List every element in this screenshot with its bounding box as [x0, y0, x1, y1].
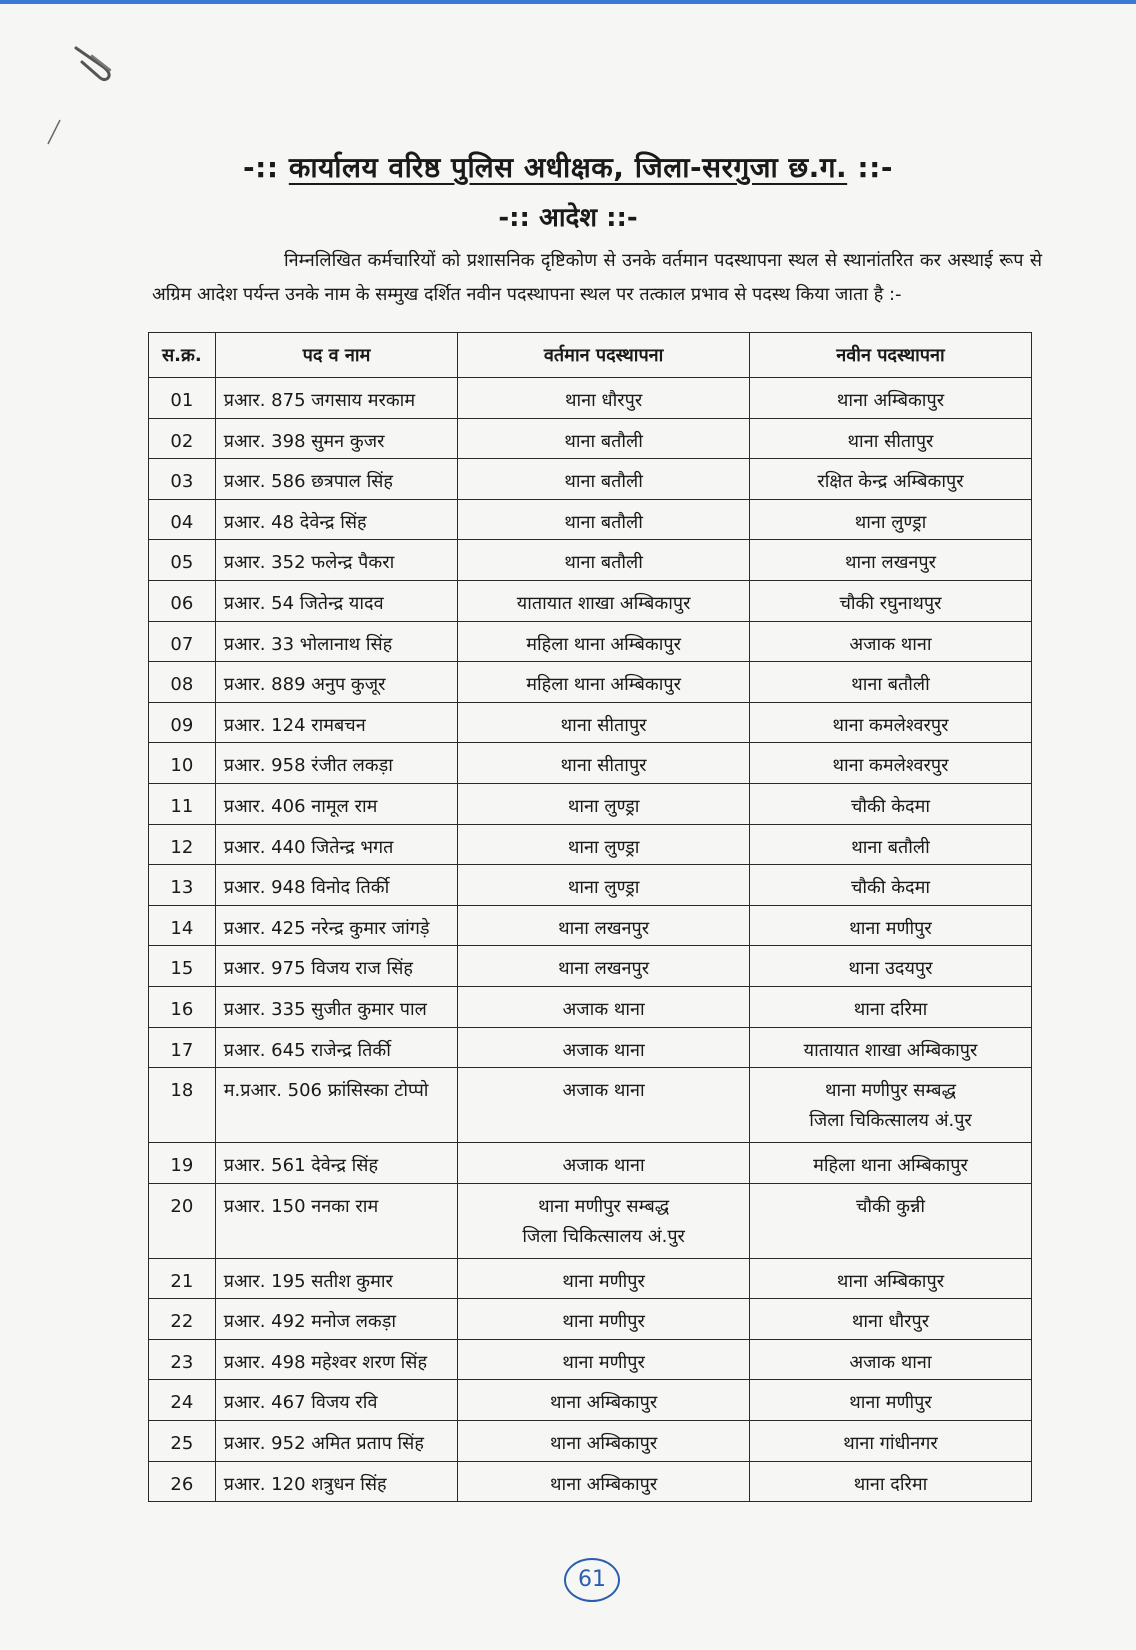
table-row [149, 1421, 1032, 1462]
cell-serial-text: 17 [170, 1039, 194, 1061]
cell-name [215, 1461, 458, 1502]
cell-current-posting [458, 1068, 750, 1143]
cell-name-text: प्रआर. 425 नरेन्द्र कुमार जांगड़े [223, 917, 430, 939]
office-title [0, 148, 1136, 186]
cell-serial [149, 1143, 216, 1184]
cell-name-text: प्रआर. 958 रंजीत लकड़ा [223, 755, 393, 777]
cell-name-text: प्रआर. 875 जगसाय मरकाम [223, 390, 416, 411]
cell-name [215, 418, 458, 459]
table-row [149, 540, 1032, 581]
table-row [149, 418, 1032, 459]
table-row [149, 1339, 1032, 1380]
cell-current-posting [458, 1461, 750, 1502]
cell-serial [149, 905, 216, 946]
table-row [149, 865, 1032, 906]
cell-serial-text: 19 [170, 1155, 194, 1177]
cell-current-posting [458, 702, 750, 743]
cell-current-posting [458, 459, 750, 500]
cell-current-posting [458, 865, 750, 906]
table-row [149, 702, 1032, 743]
cell-current-posting [458, 378, 750, 419]
cell-serial [149, 1461, 216, 1502]
cell-name-text: प्रआर. 975 विजय राज सिंह [223, 958, 413, 980]
cell-new-posting-text: चौकी रघुनाथपुर [839, 592, 942, 614]
cell-current-posting [458, 1027, 750, 1068]
cell-new-posting [749, 378, 1031, 419]
cell-serial-text: 09 [170, 714, 194, 736]
cell-current-posting [458, 662, 750, 703]
cell-serial-text: 25 [170, 1433, 194, 1455]
cell-current-posting [458, 1258, 750, 1299]
cell-current-posting [458, 1143, 750, 1184]
cell-serial [149, 1380, 216, 1421]
cell-new-posting [749, 1143, 1031, 1184]
cell-name-text: प्रआर. 406 नामूल राम [223, 795, 378, 817]
cell-name-text: प्रआर. 440 जितेन्द्र भगत [223, 836, 394, 858]
cell-current-posting-text: थाना बतौली [564, 471, 643, 493]
cell-serial [149, 1027, 216, 1068]
cell-serial [149, 1421, 216, 1462]
cell-serial-text: 12 [170, 836, 194, 858]
cell-new-posting-text: थाना दरिमा [853, 1473, 928, 1495]
cell-new-posting [749, 418, 1031, 459]
cell-serial-text: 22 [170, 1311, 194, 1333]
cell-name-text: प्रआर. 150 ननका राम [223, 1195, 379, 1217]
cell-serial-text: 14 [170, 917, 194, 939]
intro-text: निम्नलिखित कर्मचारियों को प्रशासनिक दृष्टिकोण से उनके वर्तमान पदस्थापना स्थल से स्थानांतरित कर अस्थाई रूप से अग्रिम आदेश पर्यन्त उनके नाम के सम्मुख दर्शित नवीन पदस्थापना स्थल पर तत्काल प्रभाव से पदस्थ किया जाता है :- [152, 250, 1042, 305]
cell-current-posting [458, 1183, 750, 1258]
cell-new-posting-text: चौकी कुन्नी [855, 1195, 926, 1217]
cell-name [215, 1299, 458, 1340]
cell-serial-text: 05 [170, 552, 194, 574]
cell-new-posting [749, 1380, 1031, 1421]
cell-serial-text: 16 [170, 998, 194, 1020]
cell-serial [149, 824, 216, 865]
cell-current-posting-text: महिला थाना अम्बिकापुर [526, 633, 681, 655]
cell-current-posting-text: थाना लखनपुर [558, 958, 650, 980]
cell-current-posting [458, 580, 750, 621]
cell-name-text: म.प्रआर. 506 फ्रांसिस्का टोप्पो [223, 1080, 429, 1102]
cell-name-text: प्रआर. 498 महेश्वर शरण सिंह [223, 1351, 428, 1373]
cell-current-posting-text: महिला थाना अम्बिकापुर [526, 674, 681, 696]
cell-serial-text: 21 [170, 1270, 194, 1292]
cell-serial-text: 08 [170, 674, 194, 696]
cell-serial-text: 02 [170, 430, 194, 452]
cell-new-posting [749, 1183, 1031, 1258]
cell-new-posting-text: चौकी केदमा [850, 877, 931, 899]
cell-name [215, 1380, 458, 1421]
cell-new-posting-text: थाना मणीपुर सम्बद्ध जिला चिकित्सालय अं.पुर [809, 1080, 972, 1132]
cell-serial [149, 1258, 216, 1299]
cell-name-text: प्रआर. 54 जितेन्द्र यादव [223, 592, 384, 614]
table-row [149, 378, 1032, 419]
intro-paragraph [152, 244, 1042, 312]
table-row [149, 905, 1032, 946]
cell-current-posting-text: यातायात शाखा अम्बिकापुर [516, 592, 691, 614]
cell-name-text: प्रआर. 48 देवेन्द्र सिंह [223, 511, 367, 533]
cell-serial-text: 04 [170, 511, 194, 533]
cell-serial [149, 1068, 216, 1143]
cell-new-posting [749, 1027, 1031, 1068]
cell-name [215, 580, 458, 621]
cell-current-posting [458, 824, 750, 865]
cell-name-text: प्रआर. 124 रामबचन [223, 714, 366, 736]
cell-name [215, 499, 458, 540]
cell-serial [149, 499, 216, 540]
cell-serial [149, 865, 216, 906]
cell-current-posting-text: थाना मणीपुर [562, 1351, 645, 1373]
cell-current-posting [458, 499, 750, 540]
cell-current-posting-text: अजाक थाना [562, 1039, 645, 1061]
cell-name [215, 743, 458, 784]
cell-new-posting-text: थाना सीतापुर [847, 430, 934, 452]
cell-name [215, 986, 458, 1027]
cell-current-posting [458, 1380, 750, 1421]
cell-new-posting-text: थाना मणीपुर [849, 917, 932, 939]
cell-serial [149, 1183, 216, 1258]
cell-new-posting-text: थाना बतौली [851, 836, 930, 858]
cell-name [215, 1421, 458, 1462]
cell-new-posting [749, 621, 1031, 662]
cell-name [215, 1183, 458, 1258]
table-row [149, 662, 1032, 703]
cell-serial-text: 01 [170, 390, 194, 411]
cell-serial [149, 418, 216, 459]
cell-current-posting-text: थाना मणीपुर सम्बद्ध जिला चिकित्सालय अं.पुर [522, 1195, 685, 1247]
table-row [149, 1461, 1032, 1502]
cell-name [215, 783, 458, 824]
cell-serial-text: 23 [170, 1351, 194, 1373]
cell-current-posting-text: थाना बतौली [564, 552, 643, 574]
cell-new-posting [749, 865, 1031, 906]
cell-name [215, 1339, 458, 1380]
cell-name [215, 621, 458, 662]
cell-serial [149, 946, 216, 987]
cell-serial-text: 10 [170, 755, 194, 777]
cell-serial [149, 662, 216, 703]
cell-name [215, 905, 458, 946]
cell-current-posting [458, 1339, 750, 1380]
cell-serial [149, 580, 216, 621]
cell-current-posting [458, 540, 750, 581]
cell-current-posting-text: थाना बतौली [564, 430, 643, 452]
table-row [149, 621, 1032, 662]
page-number: 61 [564, 1558, 620, 1602]
cell-new-posting-text: महिला थाना अम्बिकापुर [813, 1155, 968, 1177]
order-title: -:: आदेश ::- [498, 203, 638, 233]
cell-name [215, 702, 458, 743]
cell-name [215, 662, 458, 703]
cell-new-posting-text: थाना कमलेश्वरपुर [832, 714, 949, 736]
cell-name-text: प्रआर. 952 अमित प्रताप सिंह [223, 1433, 424, 1455]
cell-serial [149, 1339, 216, 1380]
cell-name-text: प्रआर. 889 अनुप कुजूर [223, 674, 386, 696]
cell-serial-text: 18 [170, 1080, 194, 1102]
cell-name-text: प्रआर. 352 फलेन्द्र पैकरा [223, 552, 395, 574]
scan-edge-line [0, 0, 1136, 4]
cell-serial-text: 24 [170, 1392, 194, 1414]
cell-new-posting [749, 824, 1031, 865]
cell-serial-text: 03 [170, 471, 194, 493]
cell-new-posting [749, 1299, 1031, 1340]
table-row [149, 1068, 1032, 1143]
cell-new-posting-text: थाना धौरपुर [851, 1311, 930, 1333]
cell-name [215, 540, 458, 581]
cell-serial [149, 540, 216, 581]
cell-current-posting-text: थाना लुण्ड्रा [567, 877, 640, 899]
table-row [149, 1143, 1032, 1184]
cell-name [215, 1068, 458, 1143]
cell-new-posting-text: थाना लुण्ड्रा [854, 511, 927, 533]
cell-new-posting [749, 702, 1031, 743]
cell-serial [149, 621, 216, 662]
table-row [149, 499, 1032, 540]
cell-new-posting [749, 580, 1031, 621]
cell-serial [149, 459, 216, 500]
cell-new-posting [749, 743, 1031, 784]
cell-current-posting-text: थाना मणीपुर [562, 1311, 645, 1333]
table-row [149, 1027, 1032, 1068]
cell-current-posting-text: थाना अम्बिकापुर [550, 1433, 658, 1455]
cell-current-posting-text: थाना लखनपुर [558, 917, 650, 939]
cell-new-posting [749, 540, 1031, 581]
cell-name-text: प्रआर. 492 मनोज लकड़ा [223, 1311, 397, 1333]
cell-serial-text: 13 [170, 877, 194, 899]
cell-name-text: प्रआर. 33 भोलानाथ सिंह [223, 633, 393, 655]
table-row [149, 824, 1032, 865]
cell-new-posting [749, 1339, 1031, 1380]
cell-current-posting-text: अजाक थाना [562, 1155, 645, 1177]
cell-name-text: प्रआर. 561 देवेन्द्र सिंह [223, 1155, 379, 1177]
table-row [149, 743, 1032, 784]
cell-serial [149, 986, 216, 1027]
cell-current-posting-text: थाना अम्बिकापुर [550, 1473, 658, 1495]
cell-current-posting [458, 905, 750, 946]
table-row [149, 1258, 1032, 1299]
cell-new-posting-text: थाना उदयपुर [848, 958, 933, 980]
cell-current-posting-text: थाना लुण्ड्रा [567, 836, 640, 858]
cell-new-posting-text: थाना गांधीनगर [843, 1433, 938, 1455]
cell-name-text: प्रआर. 335 सुजीत कुमार पाल [223, 998, 427, 1020]
cell-name [215, 1027, 458, 1068]
cell-name-text: प्रआर. 120 शत्रुधन सिंह [223, 1473, 387, 1495]
cell-current-posting [458, 946, 750, 987]
header-new-posting: नवीन पदस्थापना [749, 333, 1031, 378]
table-header-row [149, 333, 1032, 378]
cell-serial-text: 26 [170, 1473, 194, 1495]
cell-name-text: प्रआर. 948 विनोद तिर्की [223, 877, 390, 899]
cell-new-posting [749, 986, 1031, 1027]
paper-clip-icon [72, 42, 120, 82]
cell-current-posting [458, 1421, 750, 1462]
table-row [149, 783, 1032, 824]
cell-current-posting-text: थाना सीतापुर [560, 714, 647, 736]
cell-new-posting [749, 1461, 1031, 1502]
cell-serial-text: 11 [170, 795, 194, 817]
cell-current-posting-text: अजाक थाना [562, 1080, 645, 1102]
cell-new-posting-text: अजाक थाना [849, 633, 932, 655]
cell-current-posting-text: अजाक थाना [562, 998, 645, 1020]
office-title-text: कार्यालय वरिष्ठ पुलिस अधीक्षक, जिला-सरगुजा छ.ग. [288, 151, 848, 184]
cell-new-posting-text: थाना दरिमा [853, 998, 928, 1020]
cell-serial [149, 783, 216, 824]
cell-new-posting [749, 1258, 1031, 1299]
stray-pen-mark [44, 118, 64, 146]
table-row [149, 986, 1032, 1027]
cell-serial-text: 15 [170, 958, 194, 980]
cell-serial [149, 743, 216, 784]
cell-new-posting-text: थाना लखनपुर [844, 552, 937, 574]
cell-new-posting-text: थाना अम्बिकापुर [836, 1270, 945, 1292]
cell-serial-text: 07 [170, 633, 194, 655]
cell-name-text: प्रआर. 645 राजेन्द्र तिर्की [223, 1039, 391, 1061]
cell-serial [149, 1299, 216, 1340]
table-row [149, 459, 1032, 500]
table-row [149, 580, 1032, 621]
table-row [149, 1183, 1032, 1258]
cell-name [215, 378, 458, 419]
cell-name-text: प्रआर. 195 सतीश कुमार [223, 1270, 393, 1292]
cell-new-posting [749, 499, 1031, 540]
cell-new-posting [749, 905, 1031, 946]
cell-current-posting-text: थाना अम्बिकापुर [550, 1392, 658, 1414]
cell-current-posting-text: थाना सीतापुर [560, 755, 647, 777]
cell-new-posting-text: चौकी केदमा [850, 795, 931, 817]
cell-name [215, 865, 458, 906]
cell-new-posting [749, 783, 1031, 824]
cell-current-posting [458, 418, 750, 459]
table-row [149, 1299, 1032, 1340]
header-current-posting: वर्तमान पदस्थापना [458, 333, 750, 378]
cell-current-posting-text: थाना लुण्ड्रा [567, 795, 640, 817]
cell-new-posting [749, 459, 1031, 500]
cell-name [215, 459, 458, 500]
office-title-suffix: ::- [857, 151, 893, 184]
cell-current-posting [458, 986, 750, 1027]
cell-current-posting [458, 783, 750, 824]
cell-name-text: प्रआर. 467 विजय रवि [223, 1392, 378, 1414]
transfer-table [148, 332, 1032, 1502]
cell-name [215, 1143, 458, 1184]
cell-new-posting-text: रक्षित केन्द्र अम्बिकापुर [817, 471, 964, 493]
cell-current-posting [458, 743, 750, 784]
cell-new-posting-text: थाना अम्बिकापुर [836, 390, 945, 411]
cell-name-text: प्रआर. 586 छत्रपाल सिंह [223, 471, 393, 493]
table-row [149, 1380, 1032, 1421]
cell-new-posting-text: थाना मणीपुर [849, 1392, 932, 1414]
cell-current-posting [458, 621, 750, 662]
cell-new-posting [749, 662, 1031, 703]
cell-name [215, 824, 458, 865]
cell-new-posting-text: थाना बतौली [851, 674, 930, 696]
cell-serial-text: 20 [170, 1195, 194, 1217]
cell-serial-text: 06 [170, 592, 194, 614]
cell-name-text: प्रआर. 398 सुमन कुजर [223, 430, 385, 452]
cell-new-posting-text: अजाक थाना [849, 1351, 932, 1373]
cell-current-posting [458, 1299, 750, 1340]
cell-current-posting-text: थाना बतौली [564, 511, 643, 533]
cell-new-posting [749, 1421, 1031, 1462]
cell-name [215, 946, 458, 987]
header-serial: स.क्र. [149, 333, 216, 378]
cell-serial [149, 378, 216, 419]
cell-current-posting-text: थाना मणीपुर [562, 1270, 645, 1292]
cell-new-posting-text: यातायात शाखा अम्बिकापुर [803, 1039, 978, 1061]
table-body [149, 378, 1032, 1502]
office-title-prefix: -:: [243, 151, 279, 184]
cell-name [215, 1258, 458, 1299]
header-name: पद व नाम [215, 333, 458, 378]
cell-new-posting-text: थाना कमलेश्वरपुर [832, 755, 949, 777]
cell-serial [149, 702, 216, 743]
cell-new-posting [749, 946, 1031, 987]
cell-current-posting-text: थाना धौरपुर [565, 390, 643, 411]
cell-new-posting [749, 1068, 1031, 1143]
table-row [149, 946, 1032, 987]
